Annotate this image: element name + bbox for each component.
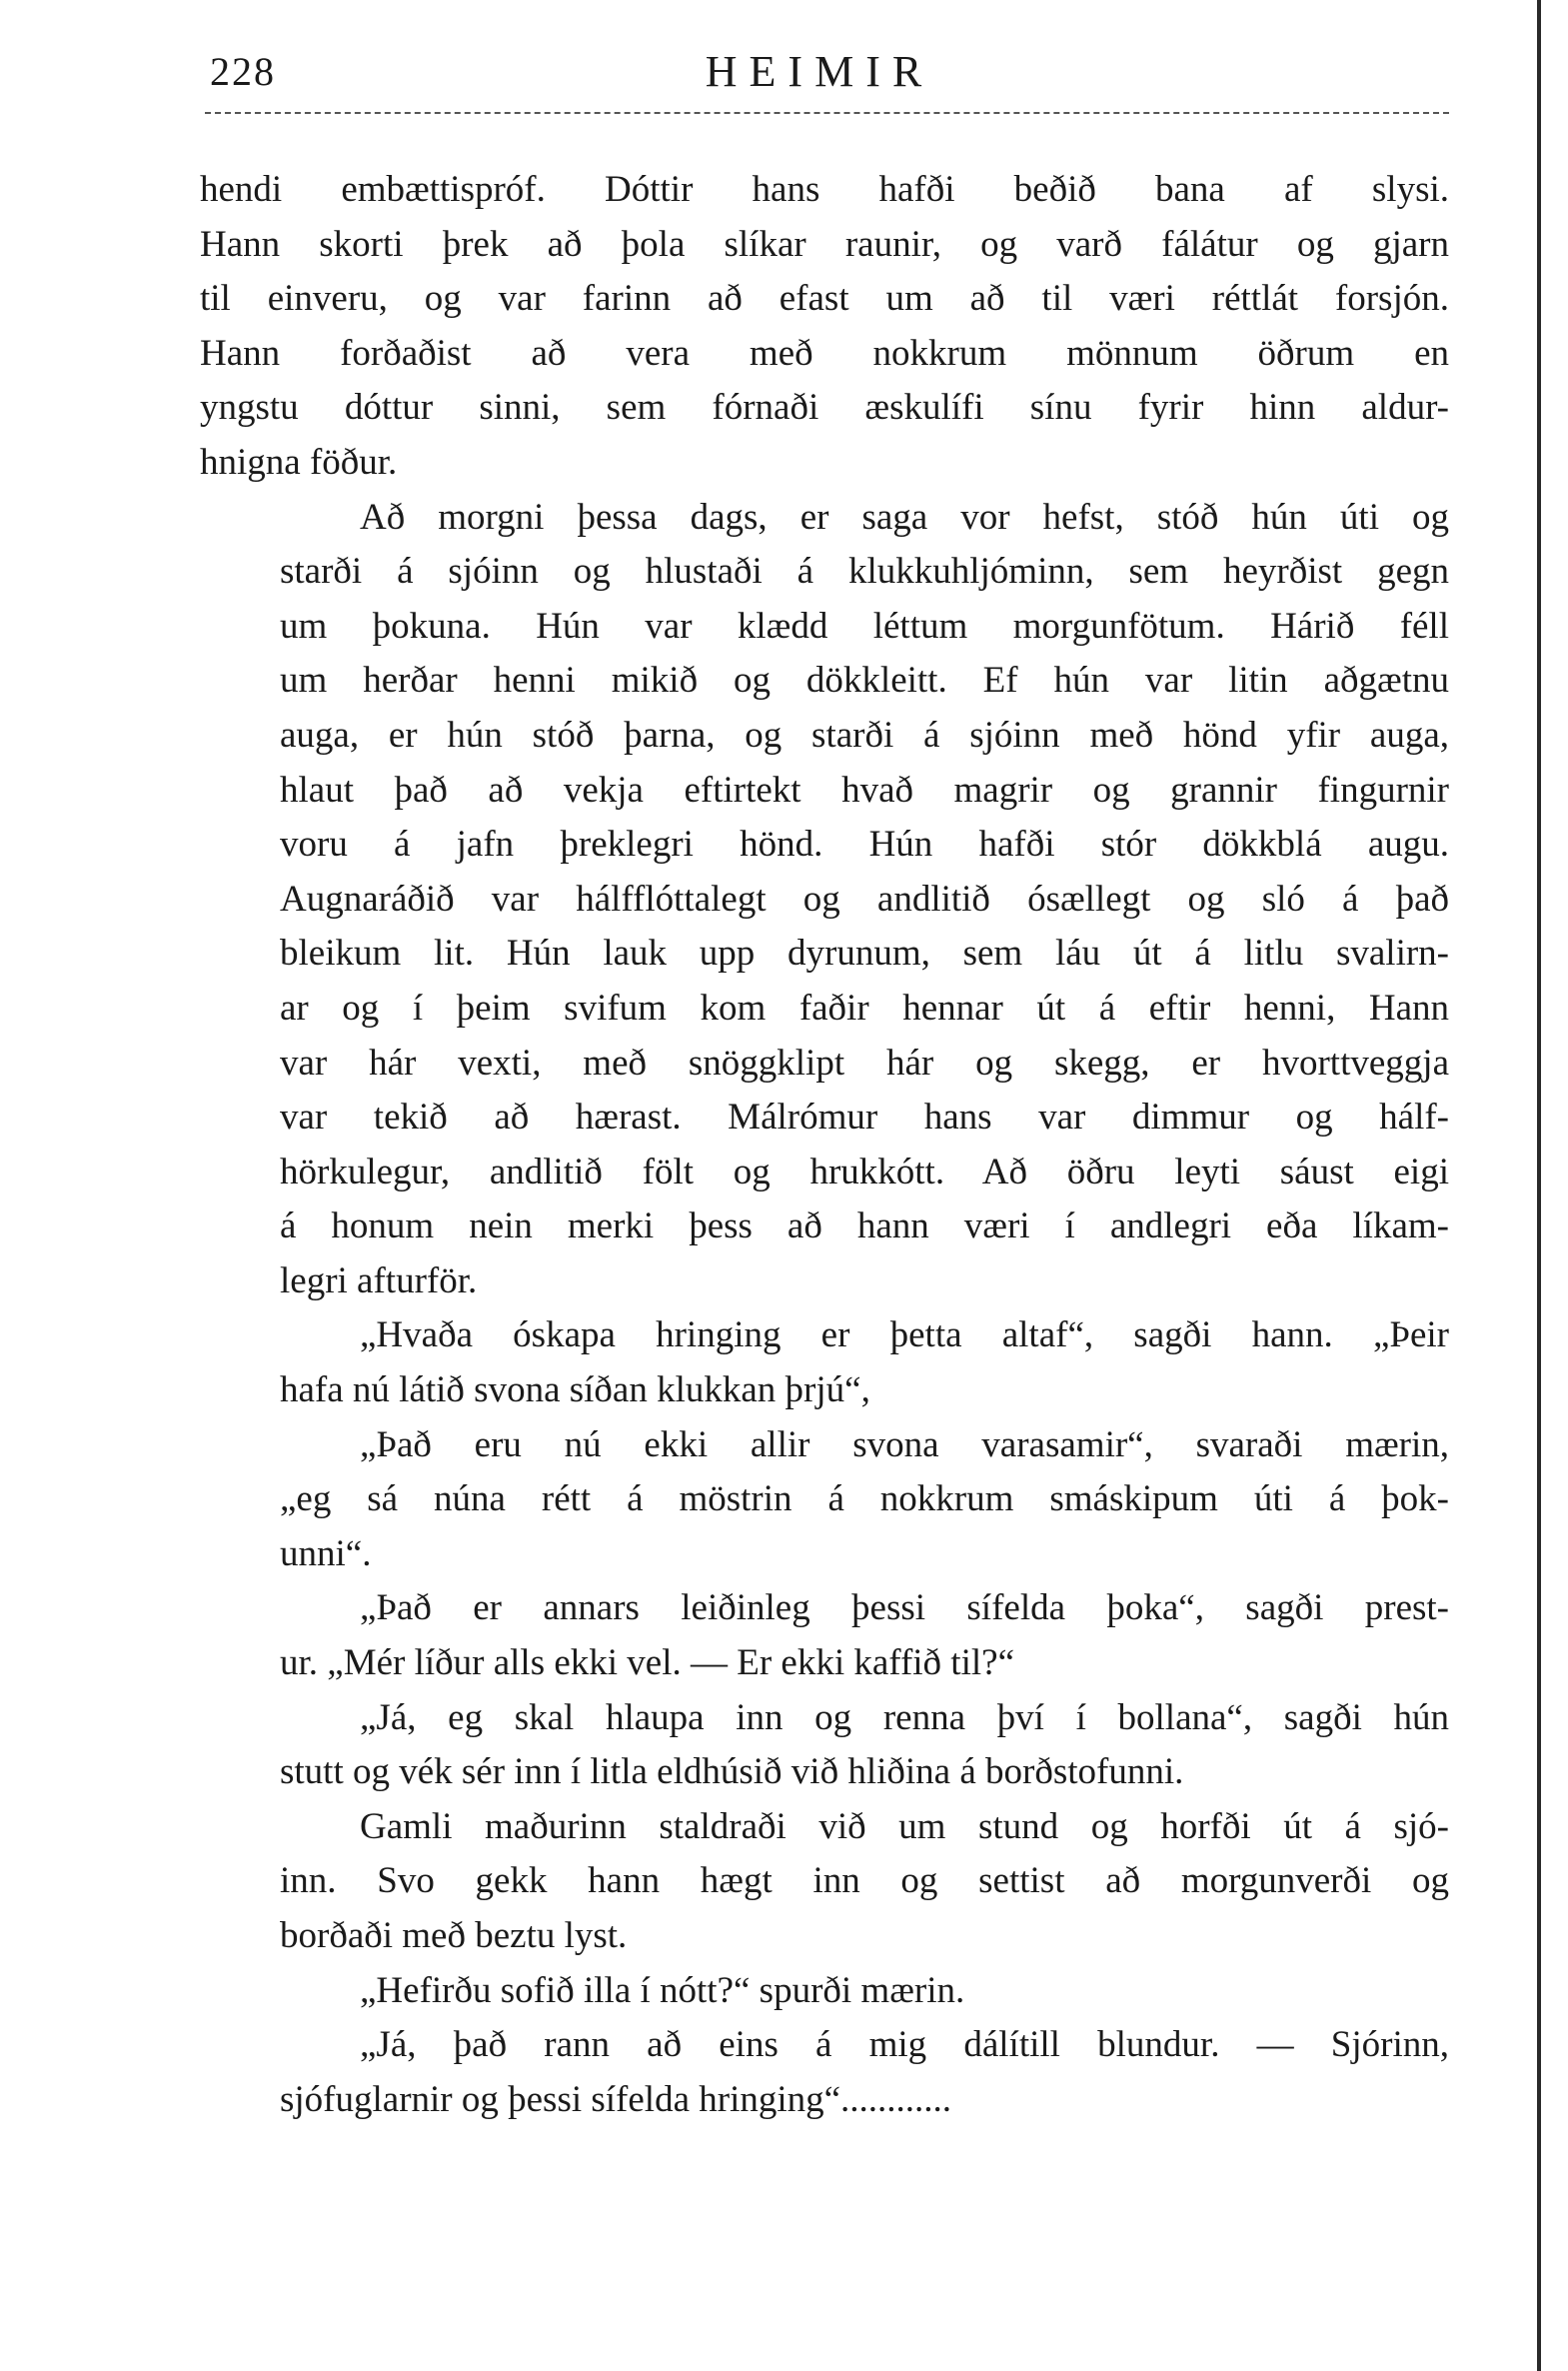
text-line: á honum nein merki þess að hann væri í andlegri eða líkam- [280, 1205, 1449, 1247]
text-line: legri afturför. [280, 1259, 478, 1301]
page-edge-line [1537, 0, 1541, 2371]
text-line: var tekið að hærast. Málrómur hans var dimmur og hálf- [280, 1097, 1449, 1139]
paragraph [200, 1691, 1449, 1800]
text-line: Hann skorti þrek að þola slíkar raunir, og varð fálátur og gjarn [200, 223, 1449, 265]
text-line: „Já, eg skal hlaupa inn og renna því í bollana“, sagði hún [360, 1696, 1449, 1738]
text-line: ar og í þeim svifum kom faðir hennar út á eftir henni, Hann [280, 987, 1449, 1029]
text-line: hendi embættispróf. Dóttir hans hafði beðið bana af slysi. [200, 169, 1449, 210]
paragraph [200, 491, 1449, 1309]
text-line: sjófuglarnir og þessi sífelda hringing“............ [280, 2078, 952, 2120]
paragraph [200, 1964, 1449, 2019]
page-number: 228 [210, 49, 276, 94]
text-line: var hár vexti, með snöggklipt hár og skegg, er hvorttveggja [280, 1042, 1449, 1084]
text-line: til einveru, og var farinn að efast um að til væri réttlát forsjón. [200, 278, 1449, 320]
header-rule [205, 112, 1449, 114]
text-line: voru á jafn þreklegri hönd. Hún hafði stór dökkblá augu. [280, 824, 1449, 866]
text-line: hlaut það að vekja eftirtekt hvað magrir og grannir fingurnir [280, 769, 1449, 811]
text-line: auga, er hún stóð þarna, og starði á sjóinn með hönd yfir auga, [280, 714, 1449, 756]
text-line: bleikum lit. Hún lauk upp dyrunum, sem láu út á litlu svalirn- [280, 933, 1449, 975]
text-line: hnigna föður. [200, 441, 398, 483]
text-line: Að morgni þessa dags, er saga vor hefst, stóð hún úti og [360, 496, 1449, 538]
text-line: um herðar henni mikið og dökkleitt. Ef hún var litin aðgætnu [280, 660, 1449, 702]
paragraph [200, 1418, 1449, 1582]
running-title: HEIMIR [705, 47, 934, 96]
text-line: Augnaráðið var hálfflóttalegt og andlitið ósællegt og sló á það [280, 878, 1449, 920]
text-line: um þokuna. Hún var klædd léttum morgunfötum. Hárið féll [280, 605, 1449, 647]
paragraph [200, 1308, 1449, 1417]
text-line: „eg sá núna rétt á möstrin á nokkrum smáskipum úti á þok- [280, 1478, 1449, 1520]
body-text [200, 163, 1449, 2127]
paragraph [200, 163, 1449, 491]
text-line: „Já, það rann að eins á mig dálítill blundur. — Sjórinn, [360, 2024, 1449, 2066]
text-line: „Hvaða óskapa hringing er þetta altaf“, sagði hann. „Þeir [360, 1314, 1449, 1356]
text-line: starði á sjóinn og hlustaði á klukkuhljóminn, sem heyrðist gegn [280, 551, 1449, 593]
text-line: hörkulegur, andlitið fölt og hrukkótt. Að öðru leyti sáust eigi [280, 1151, 1449, 1192]
text-line: inn. Svo gekk hann hægt inn og settist að morgunverði og [280, 1860, 1449, 1902]
text-line: „Hefirðu sofið illa í nótt?“ spurði mærin. [360, 1969, 965, 2011]
text-line: „Það er annars leiðinleg þessi sífelda þoka“, sagði prest- [360, 1587, 1449, 1629]
paragraph [200, 1800, 1449, 1964]
text-line: hafa nú látið svona síðan klukkan þrjú“, [280, 1369, 870, 1411]
paragraph [200, 1581, 1449, 1690]
text-line: borðaði með beztu lyst. [280, 1915, 628, 1956]
text-line: „Það eru nú ekki allir svona varasamir“, svaraði mærin, [360, 1423, 1449, 1465]
text-line: Hann forðaðist að vera með nokkrum mönnum öðrum en [200, 332, 1449, 374]
text-line: stutt og vék sér inn í litla eldhúsið við hliðina á borðstofunni. [280, 1751, 1184, 1793]
paragraph [200, 2018, 1449, 2127]
text-line: yngstu dóttur sinni, sem fórnaði æskulífi sínu fyrir hinn aldur- [200, 387, 1449, 429]
text-line: unni“. [280, 1532, 372, 1574]
text-line: Gamli maðurinn staldraði við um stund og horfði út á sjó- [360, 1805, 1449, 1847]
text-line: ur. „Mér líður alls ekki vel. — Er ekki kaffið til?“ [280, 1642, 1014, 1684]
